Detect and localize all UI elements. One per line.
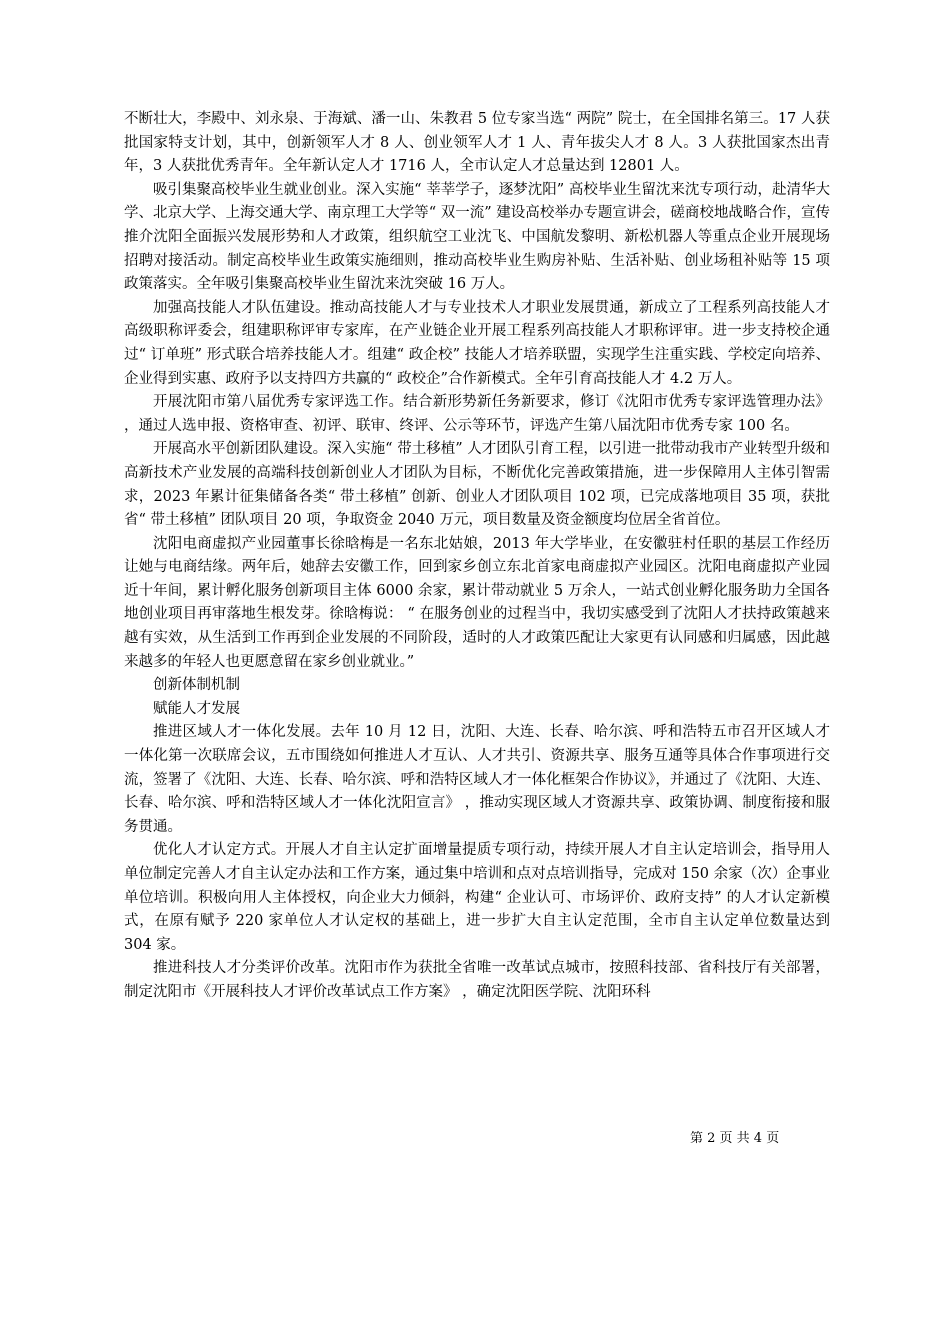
section-heading-1: 创新体制机制 bbox=[153, 677, 240, 694]
paragraph-evaluation-reform: 推进科技人才分类评价改革。沈阳市作为获批全省唯一改革试点城市，按照科技部、省科技厅有关部署，制定沈阳市《开展科技人才评价改革试点工作方案》 ，确定沈阳医学院、沈阳环科 bbox=[124, 960, 830, 1000]
paragraph-regional-integration: 推进区域人才一体化发展。去年 10 月 12 日，沈阳、大连、长春、哈尔滨、呼和浩特五市召开区域人才一体化第一次联席会议，五市围绕如何推进人才互认、人才共引、资源共享、服务互通等具体合作事项进行交流，签署了《沈阳、大连、长春、哈尔滨、呼和浩特区域人才一体化框架合作协议》，并通过了《沈阳、大连、长春、哈尔滨、呼和浩特区域人才一体化沈阳宣言》 ，推动实现区域人才资源共享、政策协调、制度衔接和服务贯通。 bbox=[124, 724, 830, 835]
paragraph-high-skill: 加强高技能人才队伍建设。推动高技能人才与专业技术人才职业发展贯通，新成立了工程系列高技能人才高级职称评委会，组建职称评审专家库，在产业链企业开展工程系列高技能人才职称评审。进一步支持校企通过“ 订单班” 形式联合培养技能人才。组建“ 政企校” 技能人才培养联盟，实现学生注重实践、学校定向培养、企业得到实惠、政府予以支持四方共赢的“ 政校企”合作新模式。全年引育高技能人才 4.2 万人。 bbox=[124, 299, 830, 387]
paragraph-graduates: 吸引集聚高校毕业生就业创业。深入实施“ 莘莘学子，逐梦沈阳” 高校毕业生留沈来沈专项行动，赴清华大学、北京大学、上海交通大学、南京理工大学等“ 双一流” 建设高校举办专题宣讲会，磋商校地战略合作，宣传推介沈阳全面振兴发展形势和人才政策，组织航空工业沈飞、中国航发黎明、新松机器人等重点企业开展现场招聘对接活动。制定高校毕业生政策实施细则，推动高校毕业生购房补贴、生活补贴、创业场租补贴等 15 项政策落实。全年吸引集聚高校毕业生留沈来沈突破 16 万人。 bbox=[124, 181, 830, 293]
document-body bbox=[124, 108, 830, 1005]
page-number: 第 2 页 共 4 页 bbox=[690, 1131, 780, 1146]
section-heading-2: 赋能人才发展 bbox=[153, 700, 240, 717]
paragraph-innovation-teams: 开展高水平创新团队建设。深入实施“ 带土移植” 人才团队引育工程，以引进一批带动我市产业转型升级和高新技术产业发展的高端科技创新创业人才团队为目标，不断优化完善政策措施，进一步保障用人主体引智需求，2023 年累计征集储备各类“ 带土移植” 创新、创业人才团队项目 102 项，已完成落地项目 35 项，获批省“ 带土移植” 团队项目 20 项，争取资金 2040 万元，项目数量及资金额度均位居全省首位。 bbox=[124, 441, 830, 529]
paragraph-ecommerce-story: 沈阳电商虚拟产业园董事长徐晗梅是一名东北姑娘，2013 年大学毕业，在安徽驻村任职的基层工作经历让她与电商结缘。两年后，她辞去安徽工作，回到家乡创立东北首家电商虚拟产业园区。沈阳电商虚拟产业园近十年间，累计孵化服务创新项目主体 6000 余家，累计带动就业 5 万余人，一站式创业孵化服务助力全国各地创业项目再审落地生根发芽。徐晗梅说： “ 在服务创业的过程当中，我切实感受到了沈阳人才扶持政策越来越有实效，从生活到工作再到企业发展的不同阶段，适时的人才政策匹配让大家更有认同感和归属感，因此越来越多的年轻人也更愿意留在家乡创业就业。” bbox=[124, 535, 830, 670]
paragraph-talent-results: 不断壮大，李殿中、刘永泉、于海斌、潘一山、朱教君 5 位专家当选“ 两院” 院士，在全国排名第三。17 人获批国家特支计划，其中，创新领军人才 8 人、创业领军人才 1 人、青年拔尖人才 8 人。3 人获批国家杰出青年，3 人获批优秀青年。全年新认定人才 1716 人，全市认定人才总量达到 12801 人。 bbox=[124, 111, 830, 175]
paragraph-expert-selection: 开展沈阳市第八届优秀专家评选工作。结合新形势新任务新要求，修订《沈阳市优秀专家评选管理办法》 ，通过人选申报、资格审查、初评、联审、终评、公示等环节，评选产生第八届沈阳市优秀专家 100 名。 bbox=[124, 394, 830, 434]
paragraph-talent-certification: 优化人才认定方式。开展人才自主认定扩面增量提质专项行动，持续开展人才自主认定培训会，指导用人单位制定完善人才自主认定办法和工作方案，通过集中培训和点对点培训指导，完成对 150 余家（次）企事业单位培训。积极向用人主体授权，向企业大力倾斜，构建“ 企业认可、市场评价、政府支持” 的人才认定新模式，在原有赋予 220 家单位人才认定权的基础上，进一步扩大自主认定范围，全市自主认定单位数量达到 304 家。 bbox=[124, 842, 830, 953]
